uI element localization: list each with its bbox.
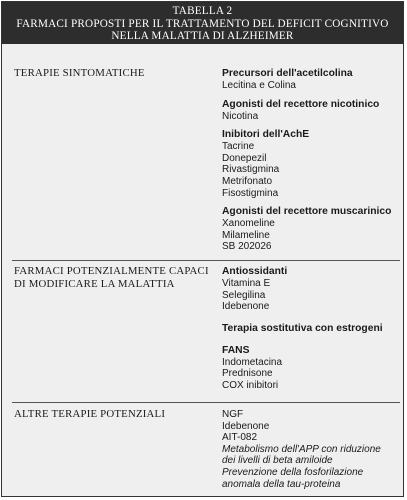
group-title: Agonisti del recettore muscarinico (222, 206, 392, 218)
drug-item: Vitamina E (222, 278, 271, 289)
group-title: Antiossidanti (222, 266, 288, 277)
table-title-line-2: NELLA MALATTIA DI ALZHEIMER (111, 30, 294, 43)
italic-note: Prevenzione della fosforilazione anomala della tau-proteina (222, 466, 364, 490)
table-frame (1, 1, 404, 497)
drug-item: Lecitina e Colina (222, 80, 296, 91)
drug-item: COX inibitori (222, 379, 279, 391)
group-fans (222, 345, 402, 392)
group-estrogeni (222, 323, 402, 335)
group-title: Terapia sostitutiva con estrogeni (222, 322, 383, 334)
drug-item: NGF (222, 409, 244, 420)
group-agonisti-nicotinico (222, 99, 402, 123)
table-header (2, 2, 403, 44)
section-label-line-1: FARMACI POTENZIALMENTE CAPACI (14, 265, 209, 277)
group-title: Inibitori dell'AchE (222, 129, 310, 141)
section-label-terapie-sintomatiche: TERAPIE SINTOMATICHE (14, 67, 145, 79)
drug-item: Xanomeline (222, 218, 275, 230)
drug-item: Tacrine (222, 141, 255, 153)
group-title: FANS (222, 344, 250, 356)
section-divider (12, 402, 400, 403)
table-title-line-1: FARMACI PROPOSTI PER IL TRATTAMENTO DEL DEFICIT COGNITIVO (16, 17, 389, 30)
group-title: Precursori dell'acetilcolina (222, 68, 353, 79)
drug-item: Donepezil (222, 152, 267, 164)
group-antiossidanti (222, 266, 402, 313)
italic-note: Metabolismo dell'APP con riduzione dei livelli di beta amiloide (222, 443, 381, 467)
drug-item: Nicotina (222, 110, 259, 122)
drug-item: Metrifonato (222, 175, 273, 187)
drug-item: AIT-082 (222, 432, 258, 444)
section-label-altre-terapie: ALTRE TERAPIE POTENZIALI (14, 408, 166, 420)
drug-item: Indometacina (222, 356, 283, 368)
group-title: Agonisti del recettore nicotinico (222, 98, 380, 110)
section-content-terapie-sintomatiche (222, 68, 402, 260)
drug-item: Idebenone (222, 301, 270, 313)
section-label-farmaci-modificanti (14, 265, 209, 291)
drug-item: Milameline (222, 229, 270, 241)
group-agonisti-muscarinico (222, 206, 402, 253)
drug-item: Idebenone (222, 420, 270, 432)
section-content-altre-terapie (222, 409, 394, 490)
drug-item: SB 202026 (222, 241, 272, 253)
group-precursori (222, 68, 402, 92)
drug-item: Prednisone (222, 368, 273, 380)
drug-item: Selegilina (222, 289, 266, 301)
drug-item: Fisostigmina (222, 187, 279, 199)
section-label-line-2: DI MODIFICARE LA MALATTIA (14, 278, 175, 290)
drug-item: Rivastigmina (222, 164, 280, 176)
section-content-farmaci-modificanti (222, 266, 402, 399)
table-number: TABELLA 2 (172, 5, 233, 17)
section-divider (12, 260, 400, 261)
group-inibitori-ache (222, 129, 402, 199)
